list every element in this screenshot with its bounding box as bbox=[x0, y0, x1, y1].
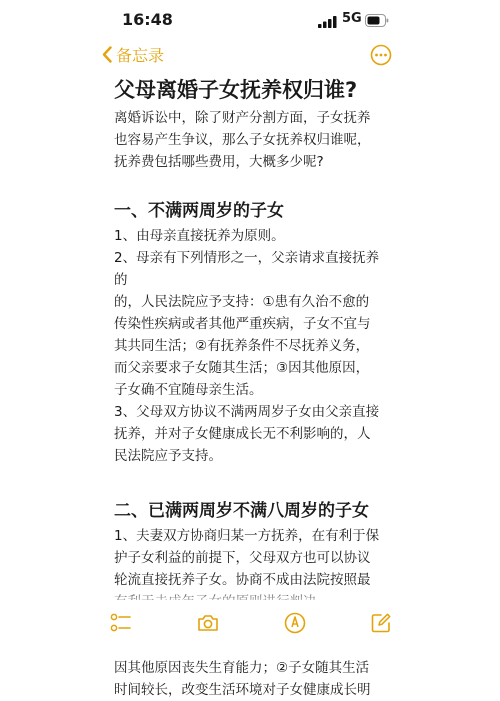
chevron-left-icon bbox=[102, 46, 112, 63]
intro-line: 也容易产生争议，那么子女抚养权归谁呢， bbox=[114, 132, 371, 148]
markup-button[interactable] bbox=[284, 612, 306, 638]
section-heading: 二、已满两周岁不满八周岁的子女 bbox=[114, 501, 369, 521]
intro-line: 离婚诉讼中，除了财产分割方面，子女抚养 bbox=[114, 110, 371, 126]
section-line: 2、母亲有下列情形之一，父亲请求直接抚养的 bbox=[114, 250, 380, 288]
checklist-icon bbox=[110, 612, 132, 634]
battery-icon bbox=[365, 12, 389, 31]
back-label: 备忘录 bbox=[116, 46, 165, 65]
compose-icon bbox=[370, 612, 392, 634]
section-line: 子女确不宜随母亲生活。 bbox=[114, 382, 263, 398]
section-line: 轮流直接抚养子女。协商不成由法院按照最 bbox=[114, 572, 371, 588]
section-line: 3、父母双方协议不满两周岁子女由父亲直接 bbox=[114, 404, 380, 420]
markup-pen-icon bbox=[284, 612, 306, 634]
ellipsis-circle-icon bbox=[370, 44, 392, 66]
section-line: 的，人民法院应予支持：①患有久治不愈的 bbox=[114, 294, 370, 310]
section-line: 1、由母亲直接抚养为原则。 bbox=[114, 228, 285, 244]
intro-line: 抚养费包括哪些费用，大概多少呢? bbox=[114, 154, 324, 170]
more-button[interactable] bbox=[370, 44, 392, 70]
status-time: 16:48 bbox=[122, 10, 173, 29]
cellular-signal-icon bbox=[318, 13, 338, 32]
section-line: 其共同生活；②有抚养条件不尽抚养义务， bbox=[114, 338, 370, 354]
network-type: 5G bbox=[342, 11, 362, 26]
bottom-toolbar bbox=[0, 600, 500, 656]
section-heading: 一、不满两周岁的子女 bbox=[114, 201, 284, 221]
section-line: 因其他原因丧失生育能力；②子女随其生活 bbox=[114, 660, 370, 676]
section-line: 1、夫妻双方协商归某一方抚养，在有利于保 bbox=[114, 528, 380, 544]
section-line: 传染性疾病或者其他严重疾病，子女不宜与 bbox=[114, 316, 371, 332]
section-line: 抚养，并对子女健康成长无不利影响的，人 bbox=[114, 426, 371, 442]
section-line: 民法院应予支持。 bbox=[114, 448, 222, 464]
camera-icon bbox=[197, 612, 219, 634]
back-button[interactable] bbox=[102, 43, 164, 66]
section-line: 时间较长，改变生活环境对子女健康成长明 bbox=[114, 682, 371, 698]
section-line: 而父亲要求子女随其生活；③因其他原因， bbox=[114, 360, 370, 376]
section-line: 护子女利益的前提下，父母双方也可以协议 bbox=[114, 550, 371, 566]
checklist-button[interactable] bbox=[110, 612, 132, 638]
camera-button[interactable] bbox=[197, 612, 219, 638]
nav-bar bbox=[0, 40, 500, 72]
note-title: 父母离婚子女抚养权归谁? bbox=[114, 78, 358, 102]
compose-button[interactable] bbox=[370, 612, 392, 638]
status-bar bbox=[0, 0, 500, 40]
